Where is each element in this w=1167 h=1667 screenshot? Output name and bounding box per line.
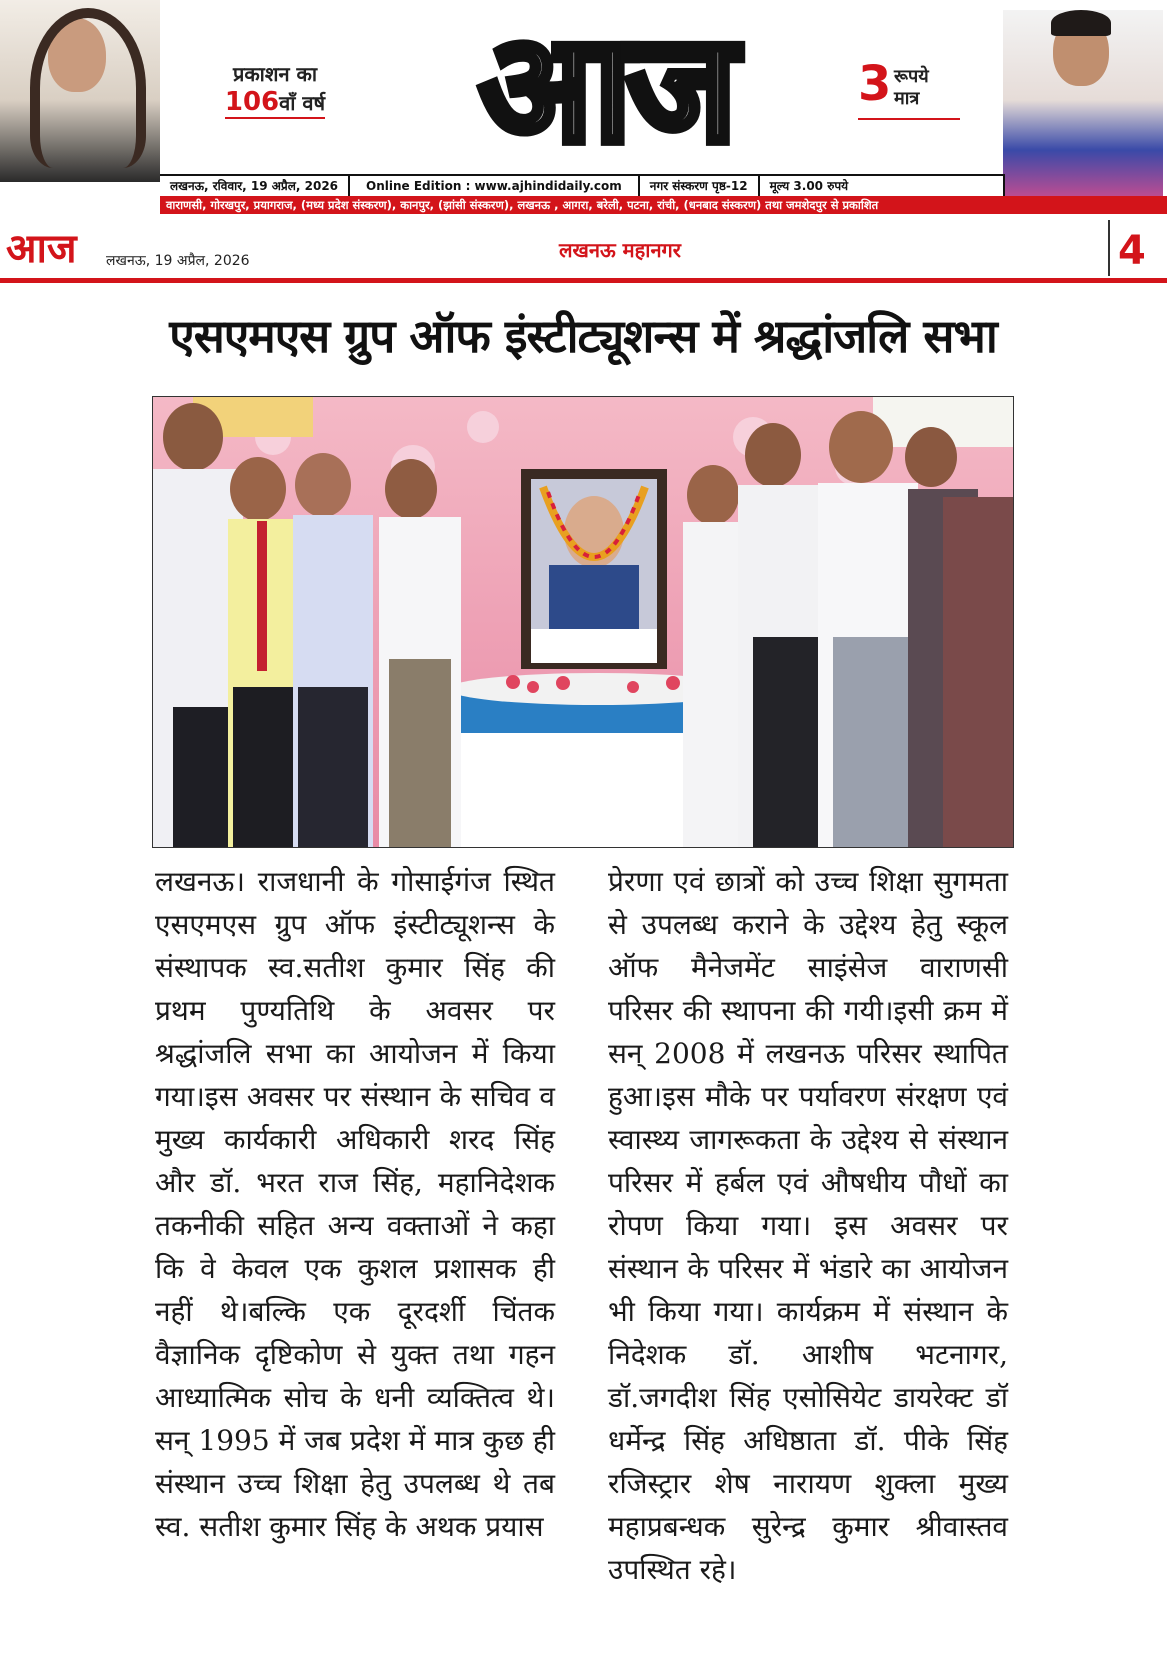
newspaper-logo: आज [478, 0, 732, 176]
price-block [858, 56, 960, 120]
publication-label: प्रकाशन का [232, 62, 318, 86]
section-title: लखनऊ महानगर [559, 238, 681, 262]
issue-price: मूल्य 3.00 रुपये [769, 179, 849, 193]
issue-date: लखनऊ, रविवार, 19 अप्रैल, 2026 [160, 176, 350, 198]
article-body-column-2: प्रेरणा एवं छात्रों को उच्च शिक्षा सुगमता से उपलब्ध कराने के उद्देश्य हेतु स्कूल ऑफ मैनेजमेंट साइंसेज वाराणसी परिसर की स्थापना की गयी।इसी क्रम में सन् 2008 में लखनऊ परिसर स्थापित हुआ।इस मौके पर पर्यावरण संरक्षण एवं स्वास्थ्य जागरूकता के उद्देश्य से संस्थान परिसर में हर्बल एवं औषधीय पौधों का रोपण किया गया। इस अवसर पर संस्थान के परिसर में भंडारे का आयोजन भी किया गया। कार्यक्रम में संस्थान के निदेशक डॉ. आशीष भटनागर, डॉ.जगदीश सिंह एसोसियेट डायरेक्ट डॉ धर्मेन्द्र सिंह अधिष्ठाता डॉ. पीके सिंह रजिस्ट्रार शेष नारायण शुक्ला मुख्य महाप्रबन्धक सुरेन्द्र कुमार श्रीवास्तव उपस्थित रहे। [608, 865, 1008, 1586]
masthead-left-photo [0, 0, 160, 182]
page-number: 4 [1118, 228, 1146, 274]
online-edition: Online Edition : www.ajhindidaily.com [350, 176, 640, 198]
masthead [0, 0, 1167, 212]
article-headline: एसएमएस ग्रुप ऑफ इंस्टीट्यूशन्स में श्रद्धांजलि सभा [169, 309, 997, 363]
article-body-column-1: लखनऊ। राजधानी के गोसाईगंज स्थित एसएमएस ग्रुप ऑफ इंस्टीट्यूशन्स के संस्थापक स्व.सतीश कुमार सिंह की प्रथम पुण्यतिथि के अवसर पर श्रद्धांजलि सभा का आयोजन में किया गया।इस अवसर पर संस्थान के सचिव व मुख्य कार्यकारी अधिकारी शरद सिंह और डॉ. भरत राज सिंह, महानिदेशक तकनीकी सहित अन्य वक्ताओं ने कहा कि वे केवल एक कुशल प्रशासक ही नहीं थे।बल्कि एक दूरदर्शी चिंतक वैज्ञानिक दृष्टिकोण से युक्त तथा गहन आध्यात्मिक सोच के धनी व्यक्तित्व थे। सन् 1995 में जब प्रदेश में मात्र कुछ ही संस्थान उच्च शिक्षा हेतु उपलब्ध थे तब स्व. सतीश कुमार सिंह के अथक प्रयास [155, 865, 555, 1543]
header-rule [0, 278, 1167, 283]
publication-year-number: 106वाँ वर्ष [224, 87, 326, 117]
masthead-right-photo [1003, 10, 1163, 210]
published-cities-bar: वाराणसी, गोरखपुर, प्रयागराज, (मध्य प्रदेश संस्करण), कानपुर, (झांसी संस्करण), लखनऊ , आगरा, बरेली, पटना, रांची, (धनबाद संस्करण) तथा जमशेदपुर से प्रकाशित [160, 196, 1167, 214]
price-text: रूपये मात्र [894, 66, 929, 109]
page-header-date: लखनऊ, 19 अप्रैल, 2026 [106, 253, 250, 269]
price-number: 3 [858, 56, 892, 112]
edition-pages: नगर संस्करण पृष्ठ-12 [640, 176, 760, 198]
page-header-logo: आज [6, 225, 77, 272]
article-photo [152, 396, 1014, 848]
page-number-divider [1108, 220, 1110, 276]
publication-year-block [205, 60, 345, 119]
